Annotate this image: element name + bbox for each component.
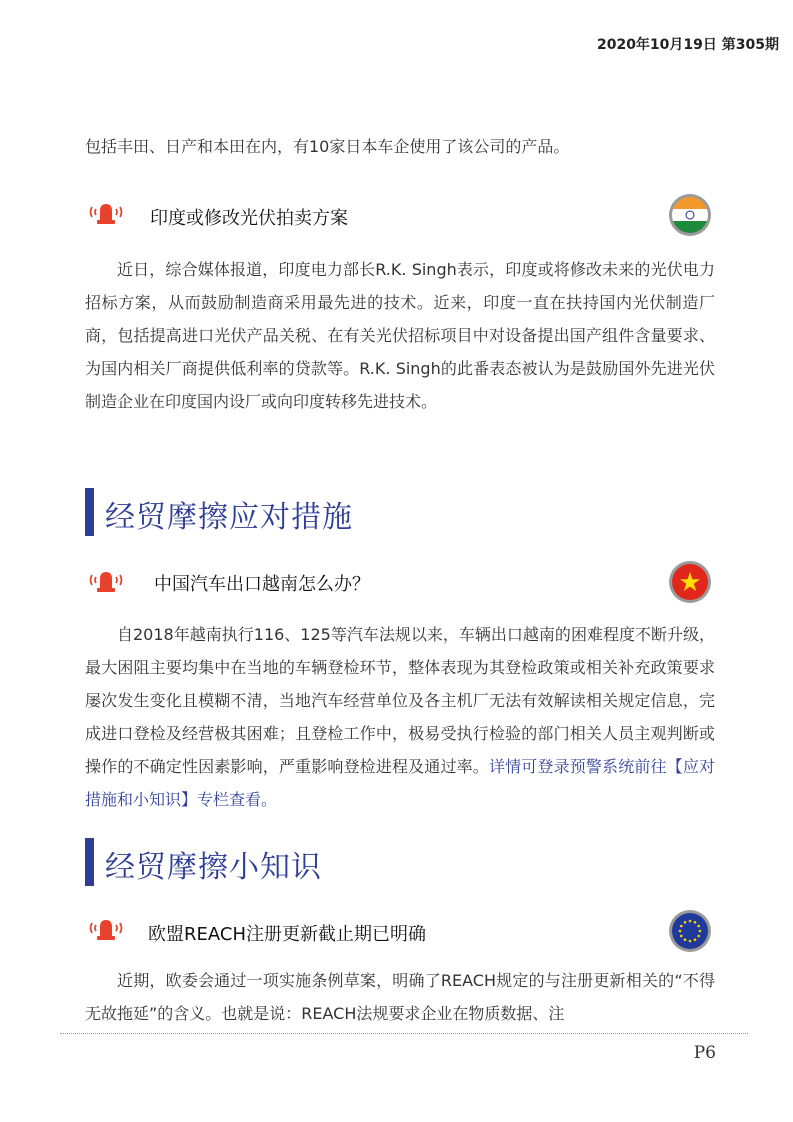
footer-divider (60, 1033, 748, 1034)
alarm-bell-icon (88, 200, 124, 228)
page-number: P6 (693, 1043, 716, 1063)
news-title: 中国汽车出口越南怎么办？ (154, 574, 370, 595)
news-title: 印度或修改光伏拍卖方案 (150, 208, 348, 229)
vietnam-flag-icon (668, 560, 712, 604)
alarm-bell-icon (88, 916, 124, 944)
issue-date: 2020年10月19日 第305期 (596, 37, 779, 53)
alarm-bell-icon (88, 568, 124, 596)
section-bar (85, 838, 94, 886)
intro-text: 包括丰田、日产和本田在内，有10家日本车企使用了该公司的产品。 (85, 137, 570, 156)
news-body: 近日，综合媒体报道，印度电力部长R.K. Singh表示，印度或将修改未来的光伏电力招标方案，从而鼓励制造商采用最先进的技术。近来，印度一直在扶持国内光伏制造厂商，包括提高进口光伏产品关税、在有关光伏招标项目中对设备提出国产组件含量要求、为国内相关厂商提供低利率的贷款等。R.K. Singh的此番表态被认为是鼓励国外先进光伏制造企业在印度国内设厂或向印度转移先进技术。 (85, 260, 715, 411)
section-bar (85, 488, 94, 536)
news-title: 欧盟REACH注册更新截止期已明确 (148, 924, 426, 945)
eu-flag-icon (668, 909, 712, 953)
news-body: 近期，欧委会通过一项实施条例草案，明确了REACH规定的与注册更新相关的“不得无故拖延”的含义。也就是说：REACH法规要求企业在物质数据、注 (85, 971, 715, 1023)
india-flag-icon (668, 193, 712, 237)
detail-link[interactable]: 详情可登录预警系统前往【应对措施和小知识】专栏查看。 (85, 757, 715, 809)
section-title: 经贸摩擦小知识 (105, 850, 322, 885)
news-body (85, 618, 715, 816)
section-title: 经贸摩擦应对措施 (105, 500, 353, 535)
news-body-text: 自2018年越南执行116、125等汽车法规以来，车辆出口越南的困难程度不断升级，最大困阻主要均集中在当地的车辆登检环节，整体表现为其登检政策或相关补充政策要求屡次发生变化且模糊不清，当地汽车经营单位及各主机厂无法有效解读相关规定信息，完成进口登检及经营极其困难；且登检工作中，极易受执行检验的部门相关人员主观判断或操作的不确定性因素影响，严重影响登检进程及通过率。 (85, 625, 715, 776)
